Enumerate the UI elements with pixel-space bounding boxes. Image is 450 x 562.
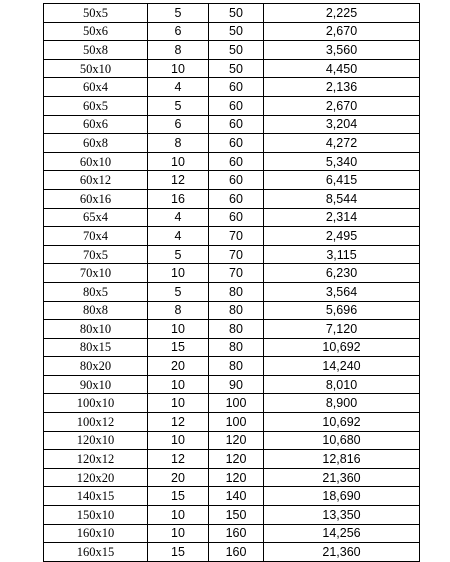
width-cell: 60 [209, 96, 264, 115]
value-cell: 3,115 [264, 245, 420, 264]
table-row [44, 357, 420, 376]
thickness-cell: 5 [148, 282, 209, 301]
size-cell: 120x20 [44, 468, 148, 487]
size-cell: 50x10 [44, 59, 148, 78]
thickness-cell: 15 [148, 543, 209, 562]
width-cell: 60 [209, 78, 264, 97]
value-cell: 14,256 [264, 524, 420, 543]
thickness-cell: 4 [148, 227, 209, 246]
table-row [44, 506, 420, 525]
table-row [44, 4, 420, 23]
width-cell: 50 [209, 22, 264, 41]
size-cell: 50x6 [44, 22, 148, 41]
table-row [44, 468, 420, 487]
size-cell: 80x8 [44, 301, 148, 320]
width-cell: 70 [209, 245, 264, 264]
table-row [44, 189, 420, 208]
thickness-cell: 8 [148, 41, 209, 60]
size-cell: 50x8 [44, 41, 148, 60]
size-cell: 80x15 [44, 338, 148, 357]
width-cell: 70 [209, 227, 264, 246]
thickness-cell: 10 [148, 264, 209, 283]
size-cell: 65x4 [44, 208, 148, 227]
size-cell: 80x20 [44, 357, 148, 376]
value-cell: 8,010 [264, 375, 420, 394]
width-cell: 90 [209, 375, 264, 394]
width-cell: 120 [209, 468, 264, 487]
size-cell: 70x4 [44, 227, 148, 246]
width-cell: 100 [209, 413, 264, 432]
data-sheet [43, 3, 417, 562]
size-cell: 100x12 [44, 413, 148, 432]
table-row [44, 264, 420, 283]
table-row [44, 524, 420, 543]
thickness-cell: 5 [148, 96, 209, 115]
table-row [44, 171, 420, 190]
table-row [44, 543, 420, 562]
width-cell: 60 [209, 152, 264, 171]
value-cell: 10,680 [264, 431, 420, 450]
value-cell: 5,696 [264, 301, 420, 320]
width-cell: 140 [209, 487, 264, 506]
thickness-cell: 10 [148, 394, 209, 413]
thickness-cell: 15 [148, 338, 209, 357]
thickness-cell: 12 [148, 171, 209, 190]
width-cell: 60 [209, 189, 264, 208]
thickness-cell: 8 [148, 301, 209, 320]
value-cell: 7,120 [264, 320, 420, 339]
size-cell: 60x6 [44, 115, 148, 134]
width-cell: 160 [209, 543, 264, 562]
thickness-cell: 10 [148, 152, 209, 171]
table-row [44, 152, 420, 171]
table-row [44, 59, 420, 78]
value-cell: 2,670 [264, 96, 420, 115]
size-cell: 80x5 [44, 282, 148, 301]
table-row [44, 134, 420, 153]
value-cell: 21,360 [264, 468, 420, 487]
thickness-cell: 12 [148, 413, 209, 432]
table-row [44, 431, 420, 450]
width-cell: 50 [209, 59, 264, 78]
table-row [44, 282, 420, 301]
value-cell: 2,670 [264, 22, 420, 41]
table-row [44, 41, 420, 60]
thickness-cell: 5 [148, 4, 209, 23]
width-cell: 160 [209, 524, 264, 543]
table-row [44, 22, 420, 41]
table-row [44, 78, 420, 97]
value-cell: 12,816 [264, 450, 420, 469]
width-cell: 60 [209, 115, 264, 134]
thickness-cell: 4 [148, 78, 209, 97]
value-cell: 3,204 [264, 115, 420, 134]
size-cell: 60x16 [44, 189, 148, 208]
size-cell: 120x10 [44, 431, 148, 450]
table-row [44, 394, 420, 413]
thickness-cell: 8 [148, 134, 209, 153]
value-cell: 10,692 [264, 338, 420, 357]
table-row [44, 375, 420, 394]
thickness-cell: 12 [148, 450, 209, 469]
width-cell: 60 [209, 134, 264, 153]
size-cell: 160x15 [44, 543, 148, 562]
thickness-cell: 4 [148, 208, 209, 227]
width-cell: 70 [209, 264, 264, 283]
width-cell: 50 [209, 41, 264, 60]
width-cell: 60 [209, 171, 264, 190]
value-cell: 2,225 [264, 4, 420, 23]
size-cell: 70x10 [44, 264, 148, 283]
thickness-cell: 10 [148, 506, 209, 525]
value-cell: 5,340 [264, 152, 420, 171]
thickness-cell: 10 [148, 524, 209, 543]
table-body [44, 4, 420, 562]
value-cell: 6,230 [264, 264, 420, 283]
data-table [43, 3, 420, 562]
width-cell: 80 [209, 320, 264, 339]
size-cell: 60x5 [44, 96, 148, 115]
value-cell: 3,564 [264, 282, 420, 301]
size-cell: 60x8 [44, 134, 148, 153]
value-cell: 2,314 [264, 208, 420, 227]
value-cell: 8,544 [264, 189, 420, 208]
thickness-cell: 10 [148, 320, 209, 339]
table-row [44, 338, 420, 357]
size-cell: 100x10 [44, 394, 148, 413]
value-cell: 21,360 [264, 543, 420, 562]
size-cell: 140x15 [44, 487, 148, 506]
value-cell: 2,495 [264, 227, 420, 246]
width-cell: 120 [209, 431, 264, 450]
value-cell: 18,690 [264, 487, 420, 506]
value-cell: 4,450 [264, 59, 420, 78]
width-cell: 80 [209, 338, 264, 357]
width-cell: 50 [209, 4, 264, 23]
width-cell: 150 [209, 506, 264, 525]
thickness-cell: 20 [148, 468, 209, 487]
table-row [44, 115, 420, 134]
size-cell: 70x5 [44, 245, 148, 264]
thickness-cell: 5 [148, 245, 209, 264]
width-cell: 80 [209, 357, 264, 376]
width-cell: 60 [209, 208, 264, 227]
value-cell: 2,136 [264, 78, 420, 97]
size-cell: 120x12 [44, 450, 148, 469]
width-cell: 80 [209, 301, 264, 320]
thickness-cell: 6 [148, 115, 209, 134]
size-cell: 60x4 [44, 78, 148, 97]
size-cell: 60x10 [44, 152, 148, 171]
size-cell: 90x10 [44, 375, 148, 394]
table-row [44, 413, 420, 432]
value-cell: 6,415 [264, 171, 420, 190]
table-row [44, 245, 420, 264]
value-cell: 8,900 [264, 394, 420, 413]
size-cell: 60x12 [44, 171, 148, 190]
value-cell: 4,272 [264, 134, 420, 153]
width-cell: 100 [209, 394, 264, 413]
table-row [44, 96, 420, 115]
thickness-cell: 15 [148, 487, 209, 506]
thickness-cell: 16 [148, 189, 209, 208]
table-row [44, 450, 420, 469]
width-cell: 80 [209, 282, 264, 301]
value-cell: 3,560 [264, 41, 420, 60]
value-cell: 13,350 [264, 506, 420, 525]
value-cell: 14,240 [264, 357, 420, 376]
thickness-cell: 10 [148, 375, 209, 394]
size-cell: 80x10 [44, 320, 148, 339]
size-cell: 160x10 [44, 524, 148, 543]
thickness-cell: 6 [148, 22, 209, 41]
size-cell: 50x5 [44, 4, 148, 23]
table-row [44, 301, 420, 320]
thickness-cell: 20 [148, 357, 209, 376]
thickness-cell: 10 [148, 431, 209, 450]
size-cell: 150x10 [44, 506, 148, 525]
table-row [44, 320, 420, 339]
table-row [44, 208, 420, 227]
table-row [44, 227, 420, 246]
value-cell: 10,692 [264, 413, 420, 432]
thickness-cell: 10 [148, 59, 209, 78]
width-cell: 120 [209, 450, 264, 469]
table-row [44, 487, 420, 506]
